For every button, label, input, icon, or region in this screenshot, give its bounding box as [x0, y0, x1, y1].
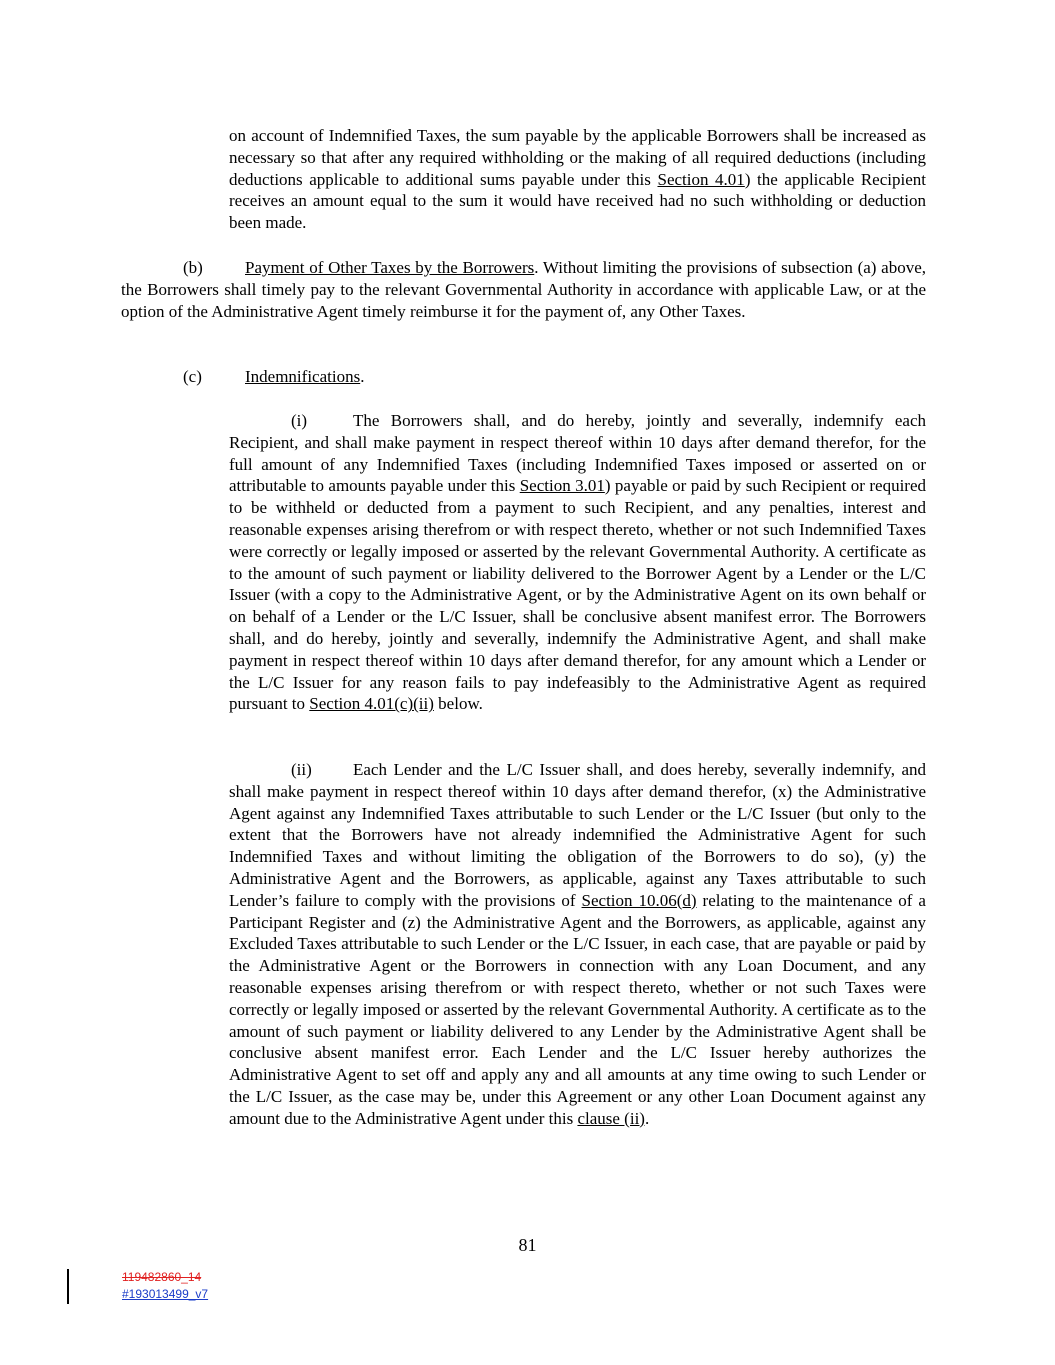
section-reference: Section 10.06(d)	[581, 890, 697, 910]
paragraph-number: (b)	[183, 258, 203, 277]
paragraph-number: (c)	[183, 367, 202, 386]
paragraph-c-heading	[183, 366, 364, 388]
paragraph-title: Indemnifications	[245, 367, 361, 386]
document-id-deleted: 119482860_14	[122, 1270, 202, 1284]
clause-reference: clause (ii)	[577, 1108, 645, 1128]
text: ) the applicable Recipient receives an amount equal to the sum it would have received had no such withholding or deduction been made.	[229, 169, 926, 233]
paragraph-c-ii	[229, 759, 926, 1130]
text: Each Lender and the L/C Issuer shall, and does hereby, severally indemnify, and shall make payment in respect thereof within 10 days after demand therefor, (x) the Administrative Agent against any Indemnified Taxes attributable to such Lender or the L/C Issuer (but only to the extent that the Borrowers have not already indemnified the Administrative Agent for such Indemnified Taxes and without limiting the obligation of the Borrowers to do so), (y) the Administrative Agent and the Borrowers, as applicable, against any Taxes attributable to such Lender’s failure to comply with the provisions of	[229, 760, 926, 910]
text: .	[644, 1108, 650, 1128]
section-reference: Section 4.01(c)(ii)	[309, 694, 434, 714]
change-bar	[67, 1269, 69, 1304]
text: The Borrowers shall, and do hereby, jointly and severally, indemnify each Recipient, and shall make payment in respect thereof within 10 days after demand therefor, for the full amount of any Indemnified Taxes (including Indemnified Taxes imposed or asserted on or attributable to amounts payable under this	[229, 411, 926, 496]
section-reference: Section 4.01	[657, 169, 745, 189]
paragraph-title: Payment of Other Taxes by the Borrowers	[245, 258, 535, 277]
section-reference: Section 3.01	[519, 476, 605, 496]
text: below.	[433, 694, 483, 714]
text: ) payable or paid by such Recipient or required to be withheld or deducted from a payment to such Recipient, and any penalties, interest and reasonable expenses arising therefrom or with respect thereto, whether or not such Indemnified Taxes were correctly or legally imposed or asserted by the relevant Governmental Authority. A certificate as to the amount of such payment or liability delivered to the Borrower Agent by a Lender or the L/C Issuer (with a copy to the Administrative Agent, or by the Administrative Agent on its own behalf or on behalf of a Lender or the L/C Issuer, shall be conclusive absent manifest error. The Borrowers shall, and do hereby, jointly and severally, indemnify the Administrative Agent, and shall make payment in respect thereof within 10 days after demand therefor, for any amount which a Lender or the L/C Issuer for any reason fails to pay indefeasibly to the Administrative Agent as required pursuant to	[229, 476, 926, 714]
paragraph-number: (ii)	[291, 760, 312, 779]
paragraph-c-i	[229, 410, 926, 715]
text: relating to the maintenance of a Participant Register and (z) the Administrative Agent and the Borrowers, as applicable, against any Excluded Taxes attributable to such Lender or the L/C Issuer, in each case, that are payable or paid by the Administrative Agent or the Borrowers in connection with any Loan Document, and any reasonable expenses arising therefrom or with respect thereto, whether or not such Taxes were correctly or legally imposed or asserted by the relevant Governmental Authority. A certificate as to the amount of such payment or liability delivered to any Lender by the Administrative Agent shall be conclusive absent manifest error. Each Lender and the L/C Issuer hereby authorizes the Administrative Agent to set off and apply any and all amounts at any time owing to such Lender or the L/C Issuer, as the case may be, under this Agreement or any other Loan Document against any amount due to the Administrative Agent under this	[229, 890, 926, 1128]
document-id-inserted: #193013499_v7	[122, 1287, 209, 1301]
page-number: 81	[518, 1235, 537, 1255]
text: .	[360, 367, 365, 386]
text: . Without limiting the provisions of subsection (a) above, the Borrowers shall timely pay to the relevant Governmental Authority in accordance with applicable Law, or at the option of the Administrative Agent timely reimburse it for the payment of, any Other Taxes.	[121, 258, 926, 321]
text: on account of Indemnified Taxes, the sum payable by the applicable Borrowers shall be increased as necessary so that after any required withholding or the making of all required deductions (including deductions applicable to additional sums payable under this	[229, 126, 926, 189]
paragraph-a-continuation	[229, 125, 926, 234]
paragraph-b	[121, 257, 926, 322]
paragraph-number: (i)	[291, 411, 308, 430]
